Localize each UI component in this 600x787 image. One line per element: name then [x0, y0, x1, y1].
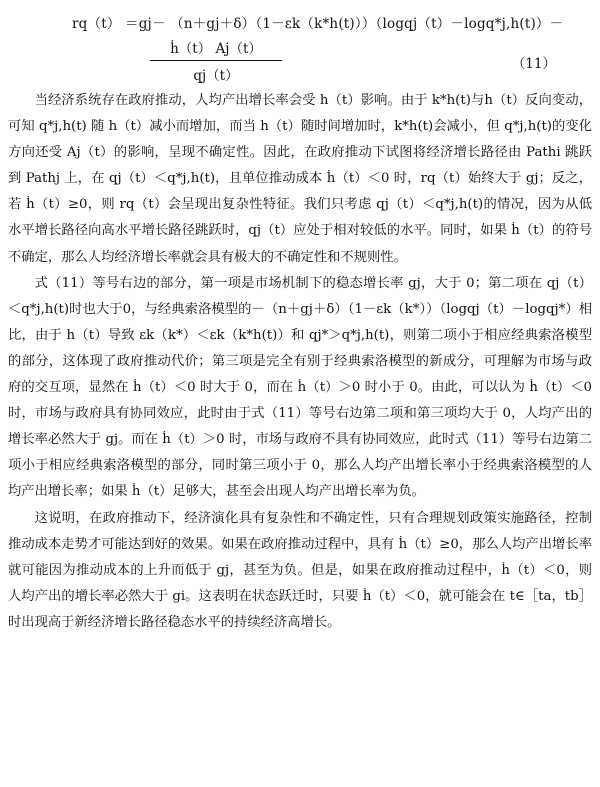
fraction-denominator: qj（t） [193, 68, 239, 84]
fraction-numerator: ḣ（t） Aj（t） [170, 41, 262, 57]
paragraph: 这说明，在政府推动下，经济演化具有复杂性和不确定性，只有合理规划政策实施路径，控制推动成本走势才可能达到好的效果。如果在政府推动过程中，具有 ḣ（t）≥0，那么人均产出增长率就可能因为推动成本的上升而低于 gj，甚至为负。但是，如果在政府推动过程中，ḣ（t）＜0，则人均产出的增长率必然大于 gi。这表明在状态跃迁时，只要 ḣ（t）＜0，就可能会在 t∈［ta，tb］时出现高于新经济增长路径稳态水平的持续经济高增长。 [8, 510, 592, 630]
paragraph: 式（11）等号右边的部分，第一项是市场机制下的稳态增长率 gj，大于 0；第二项在 qj（t）＜q*j,h(t)时也大于0，与经典索洛模型的－（n＋gj＋δ）（1－εk（k*））（logqj（t）－logqj*）相比，由于 h（t）导致 εk（k*）＜εk（k*h(t)）和 qj*＞q*j,h(t)，则第二项小于相应经典索洛模型的部分，这体现了政府推动代价；第三项是完全有别于经典索洛模型的新成分，可理解为市场与政府的交互项，显然在 ḣ（t）＜0 时大于 0，而在 ḣ（t）＞0 时小于 0。由此，可以认为 ḣ（t）＜0 时，市场与政府具有协同效应，此时由于式（11）等号右边第二项和第三项均大于 0，人均产出的增长率必然大于 gj。而在 ḣ（t）＞0 时，市场与政府不具有协同效应，此时式（11）等号右边第二项小于相应经典索洛模型的部分，同时第三项小于 0，那么人均产出增长率小于经典索洛模型的人均产出增长率；如果 ḣ（t）足够大，甚至会出现人均产出增长率为负。 [8, 275, 592, 500]
equation-line-1: rq（t） ＝gj－ （n＋gj＋δ）（1－εk（k*h(t)））（logqj（t）－logq*j,h(t)）－ [72, 16, 564, 32]
paragraph: 当经济系统存在政府推动，人均产出增长率会受 h（t）影响。由于 k*h(t)与h（t）反向变动，可知 q*j,h(t) 随 h（t）减小而增加，而当 h（t）随时间增加时，k*h(t)会减小，但 q*j,h(t)的变化方向还受 Aj（t）的影响，呈现不确定性。因此，在政府推动下试图将经济增长路径由 Pathi 跳跃到 Pathj 上，在 qj（t）＜q*j,h(t)，且单位推动成本 ḣ（t）＜0 时，rq（t）始终大于 gj；反之，若 ḣ（t）≥0，则 rq（t）会呈现出复杂性特征。我们只考虑 qj（t）＜q*j,h(t)的情况，因为从低水平增长路径向高水平增长路径跳跃时，qj（t）应处于相对较低的水平。同时，如果 ḣ（t）的符号不确定，那么人均经济增长率就会具有极大的不确定性和不规则性。 [8, 93, 592, 265]
equation-fraction [146, 37, 286, 84]
body-text [8, 88, 592, 636]
equation-number: （11） [511, 56, 556, 72]
